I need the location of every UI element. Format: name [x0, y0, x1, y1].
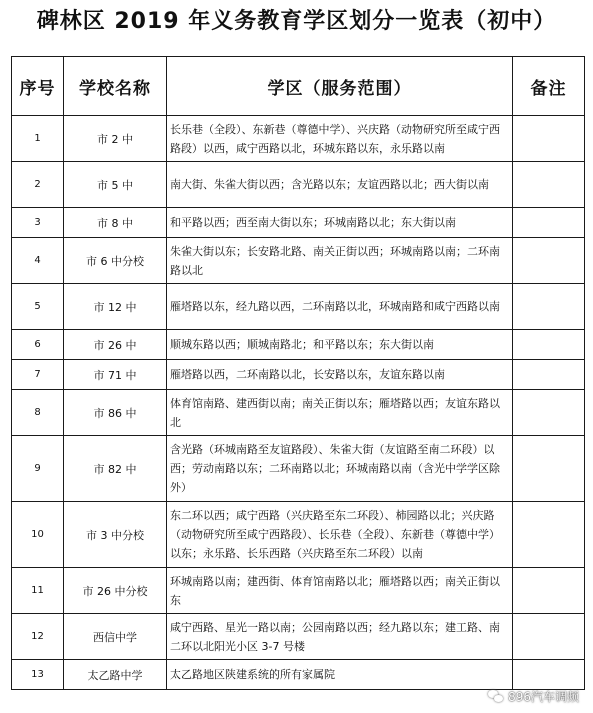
- service-area: 雁塔路以东，经九路以西，二环南路以北，环城南路和咸宁西路以南: [167, 284, 513, 330]
- row-number: 10: [12, 502, 64, 568]
- school-name: 西信中学: [64, 614, 167, 660]
- school-name: 太乙路中学: [64, 660, 167, 690]
- header-school: 学校名称: [64, 57, 167, 116]
- note-cell: [513, 116, 585, 162]
- row-number: 13: [12, 660, 64, 690]
- row-number: 3: [12, 208, 64, 238]
- note-cell: [513, 330, 585, 360]
- note-cell: [513, 568, 585, 614]
- school-name: 市 71 中: [64, 360, 167, 390]
- row-number: 5: [12, 284, 64, 330]
- district-table: [11, 56, 585, 690]
- service-area: 体育馆南路、建西街以南；南关正街以东；雁塔路以西；友谊东路以北: [167, 390, 513, 436]
- service-area: 长乐巷（全段）、东新巷（尊德中学）、兴庆路（动物研究所至咸宁西路段）以西，咸宁西路以北，环城东路以东，永乐路以南: [167, 116, 513, 162]
- row-number: 2: [12, 162, 64, 208]
- row-number: 12: [12, 614, 64, 660]
- table-row: [12, 238, 585, 284]
- note-cell: [513, 436, 585, 502]
- service-area: 南大街、朱雀大街以西；含光路以东；友谊西路以北；西大街以南: [167, 162, 513, 208]
- table-row: [12, 390, 585, 436]
- note-cell: [513, 162, 585, 208]
- table-row: [12, 360, 585, 390]
- note-cell: [513, 238, 585, 284]
- table-row: [12, 502, 585, 568]
- table-header-row: [12, 57, 585, 116]
- table-row: [12, 208, 585, 238]
- watermark-text: 896汽车调频: [508, 690, 579, 704]
- table-row: [12, 660, 585, 690]
- service-area: 朱雀大街以东；长安路北路、南关正街以西；环城南路以南；二环南路以北: [167, 238, 513, 284]
- row-number: 7: [12, 360, 64, 390]
- school-name: 市 8 中: [64, 208, 167, 238]
- school-name: 市 2 中: [64, 116, 167, 162]
- row-number: 6: [12, 330, 64, 360]
- table-row: [12, 116, 585, 162]
- table-row: [12, 162, 585, 208]
- school-name: 市 86 中: [64, 390, 167, 436]
- school-name: 市 12 中: [64, 284, 167, 330]
- row-number: 9: [12, 436, 64, 502]
- note-cell: [513, 208, 585, 238]
- service-area: 环城南路以南；建西街、体育馆南路以北；雁塔路以西；南关正街以东: [167, 568, 513, 614]
- school-name: 市 5 中: [64, 162, 167, 208]
- note-cell: [513, 390, 585, 436]
- table-row: [12, 568, 585, 614]
- service-area: 和平路以西；西至南大街以东；环城南路以北；东大街以南: [167, 208, 513, 238]
- service-area: 含光路（环城南路至友谊路段）、朱雀大街（友谊路至南二环段）以西；劳动南路以东；二环南路以北；环城南路以南（含光中学学区除外）: [167, 436, 513, 502]
- row-number: 11: [12, 568, 64, 614]
- school-name: 市 3 中分校: [64, 502, 167, 568]
- row-number: 4: [12, 238, 64, 284]
- wechat-icon: [488, 690, 504, 704]
- header-number: 序号: [12, 57, 64, 116]
- row-number: 8: [12, 390, 64, 436]
- note-cell: [513, 660, 585, 690]
- page-title: 碑林区 2019 年义务教育学区划分一览表（初中）: [36, 9, 557, 34]
- note-cell: [513, 502, 585, 568]
- header-note: 备注: [513, 57, 585, 116]
- service-area: 雁塔路以西，二环南路以北，长安路以东，友谊东路以南: [167, 360, 513, 390]
- note-cell: [513, 360, 585, 390]
- note-cell: [513, 614, 585, 660]
- school-name: 市 26 中: [64, 330, 167, 360]
- school-name: 市 26 中分校: [64, 568, 167, 614]
- school-name: 市 82 中: [64, 436, 167, 502]
- header-area: 学区（服务范围）: [167, 57, 513, 116]
- service-area: 太乙路地区陕建系统的所有家属院: [167, 660, 513, 690]
- table-row: [12, 436, 585, 502]
- service-area: 顺城东路以西；顺城南路北；和平路以东；东大街以南: [167, 330, 513, 360]
- row-number: 1: [12, 116, 64, 162]
- table-row: [12, 614, 585, 660]
- note-cell: [513, 284, 585, 330]
- service-area: 咸宁西路、星光一路以南；公园南路以西；经九路以东；建工路、南二环以北阳光小区 3-7 号楼: [167, 614, 513, 660]
- service-area: 东二环以西；咸宁西路（兴庆路至东二环段）、柿园路以北；兴庆路（动物研究所至咸宁西路段）、长乐巷（全段）、东新巷（尊德中学）以东；永乐路、长乐西路（兴庆路至东二环段）以南: [167, 502, 513, 568]
- table-row: [12, 284, 585, 330]
- school-name: 市 6 中分校: [64, 238, 167, 284]
- watermark: [488, 688, 579, 705]
- table-row: [12, 330, 585, 360]
